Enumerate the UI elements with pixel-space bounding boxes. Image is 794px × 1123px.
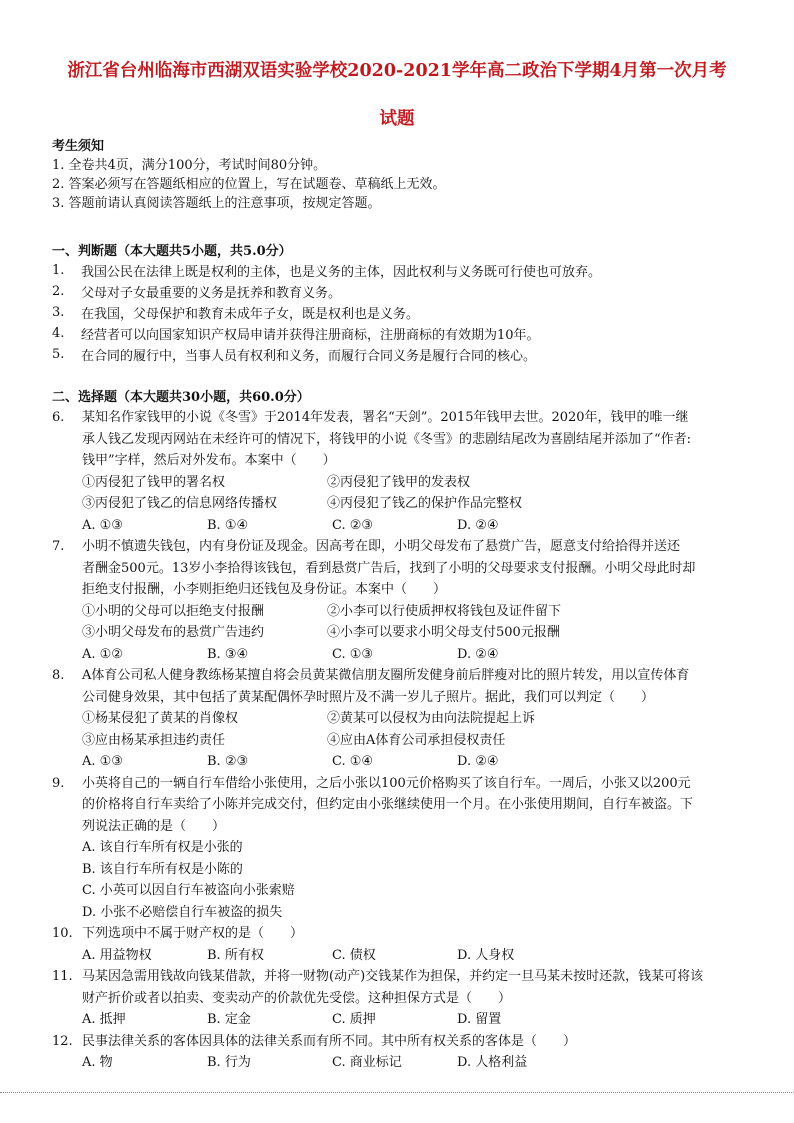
answer-option[interactable]: D. 留置: [457, 1012, 502, 1027]
question-item: [52, 323, 601, 344]
answer-option[interactable]: A. ①②: [82, 646, 123, 662]
statement: ②黄某可以侵权为由向法院提起上诉: [327, 711, 536, 726]
notice-item: 2. 答案必须写在答题纸相应的位置上，写在试题卷、草稿纸上无效。: [52, 177, 446, 192]
question-text-line: 拒绝支付报酬，小李则拒绝归还钱包及身份证。本案中（ ）: [82, 582, 447, 597]
exam-notice: [52, 137, 446, 213]
answer-option[interactable]: B. 定金: [207, 1012, 251, 1027]
answer-option[interactable]: A. 用益物权: [82, 947, 152, 963]
notice-item: 3. 答题前请认真阅读答题纸上的注意事项，按规定答题。: [52, 196, 381, 211]
choice-questions: [52, 407, 752, 1074]
answer-option[interactable]: C. 债权: [332, 947, 376, 963]
answer-option[interactable]: D. 人格利益: [457, 1055, 528, 1070]
statement: ④丙侵犯了钱乙的保护作品完整权: [327, 496, 523, 511]
question-text: 在我国，父母保护和教育未成年子女，既是权利也是义务。: [81, 307, 420, 322]
answer-option[interactable]: C. ①③: [332, 646, 374, 662]
question-12: [52, 1031, 752, 1074]
answer-option[interactable]: A. ①③: [82, 517, 123, 533]
question-text-line: 马某因急需用钱故向钱某借款，并将一财物(动产)交钱某作为担保，并约定一旦马某未按时还款，钱某可将该: [82, 969, 704, 984]
answer-option[interactable]: C. 质押: [332, 1012, 376, 1027]
answer-option[interactable]: C. ①④: [332, 754, 374, 769]
question-number: 3.: [52, 305, 65, 320]
question-text-line: 民事法律关系的客体因具体的法律关系而有所不同。其中所有权关系的客体是（ ）: [82, 1033, 577, 1049]
question-6: [52, 407, 752, 536]
answer-option[interactable]: A. ①③: [82, 754, 123, 769]
question-text-line: 的价格将自行车卖给了小陈并完成交付，但约定由小张继续使用一个月。在小张使用期间，自行车被盗。下: [82, 797, 694, 812]
answer-option[interactable]: D. ②④: [457, 646, 499, 662]
question-number: 5.: [52, 347, 65, 362]
question-8: [52, 665, 752, 773]
question-text-line: 小明不慎遗失钱包，内有身份证及现金。因高考在即，小明父母发布了悬赏广告，愿意支付给拾得并送还: [82, 539, 681, 554]
statement: ①丙侵犯了钱甲的署名权: [82, 474, 226, 490]
answer-option[interactable]: D. ②④: [457, 754, 499, 769]
question-item: [52, 281, 601, 302]
question-number: 8.: [52, 668, 65, 683]
statement: ②小李可以行使质押权将钱包及证件留下: [327, 603, 562, 619]
question-number: 4.: [52, 326, 65, 341]
question-number: 11.: [52, 969, 73, 984]
statement: ④小李可以要求小明父母支付500元报酬: [327, 625, 560, 640]
answer-option[interactable]: C. 商业标记: [332, 1055, 402, 1070]
page-title: 浙江省台州临海市西湖双语实验学校2020-2021学年高二政治下学期4月第一次月考: [67, 61, 727, 81]
notice-heading: 考生须知: [52, 139, 105, 154]
question-text-line: 者酬金500元。13岁小李拾得该钱包，看到悬赏广告后，找到了小明的父母要求支付报酬。小明父母此时却: [82, 560, 696, 576]
question-text: 经营者可以向国家知识产权局申请并获得注册商标，注册商标的有效期为10年。: [81, 328, 540, 343]
question-text-line: 某知名作家钱甲的小说《冬雪》于2014年发表，署名“天剑”。2015年钱甲去世。2020年，钱甲的唯一继: [82, 410, 689, 425]
page-title-line2: 试题: [379, 109, 415, 129]
question-text-line: A体育公司私人健身教练杨某擅自将会员黄某微信朋友圈所发健身前后胖瘦对比的照片转发，用以宣传体育: [82, 668, 690, 683]
question-7: [52, 536, 752, 665]
question-11: [52, 966, 752, 1031]
question-item: [52, 344, 601, 365]
section1-heading: 一、判断题（本大题共5小题，共5.0分）: [52, 244, 292, 259]
statement: ②丙侵犯了钱甲的发表权: [327, 474, 471, 490]
answer-option[interactable]: B. 该自行车所有权是小陈的: [82, 861, 243, 877]
question-number: 9.: [52, 775, 65, 791]
answer-option[interactable]: C. ②③: [332, 517, 374, 533]
answer-option[interactable]: A. 该自行车所有权是小张的: [82, 840, 243, 855]
question-text: 父母对子女最重要的义务是抚养和教育义务。: [81, 286, 342, 301]
question-text-line: 下列选项中不属于财产权的是（ ）: [82, 926, 304, 941]
question-text-line: 公司健身效果，其中包括了黄某配偶怀孕时照片及不满一岁儿子照片。据此，我们可以判定（ ）: [82, 689, 655, 705]
answer-option[interactable]: D. 人身权: [457, 947, 515, 963]
statement: ③应由杨某承担违约责任: [82, 732, 226, 748]
answer-option[interactable]: D. ②④: [457, 517, 499, 533]
question-text: 我国公民在法律上既是权利的主体，也是义务的主体，因此权利与义务既可行使也可放弃。: [81, 265, 602, 280]
answer-option[interactable]: B. 行为: [207, 1055, 251, 1070]
notice-item: 1. 全卷共4页，满分100分，考试时间80分钟。: [52, 158, 327, 173]
answer-option[interactable]: B. 所有权: [207, 947, 264, 963]
question-item: [52, 302, 601, 323]
statement: ③小明父母发布的悬赏广告违约: [82, 625, 265, 640]
answer-option[interactable]: B. ①④: [207, 517, 249, 533]
question-text-line: 小英将自己的一辆自行车借给小张使用，之后小张以100元价格购买了该自行车。一周后，小张又以200元: [82, 775, 691, 791]
question-text-line: 钱甲”字样，然后对外发布。本案中（ ）: [82, 453, 336, 468]
statement: ①杨某侵犯了黄某的肖像权: [82, 711, 239, 726]
answer-option[interactable]: C. 小英可以因自行车被盗向小张索赔: [82, 883, 295, 898]
question-text: 在合同的履行中，当事人员有权利和义务，而履行合同义务是履行合同的核心。: [81, 349, 537, 364]
question-text-line: 承人钱乙发现丙网站在未经许可的情况下，将钱甲的小说《冬雪》的悲剧结尾改为喜剧结尾并添加了“作者:: [82, 431, 692, 447]
answer-option[interactable]: B. ②③: [207, 754, 249, 769]
question-number: 7.: [52, 539, 65, 554]
judgement-questions: [52, 260, 601, 365]
question-number: 10.: [52, 926, 73, 941]
question-text-line: 财产折价或者以拍卖、变卖动产的价款优先受偿。这种担保方式是（ ）: [82, 990, 512, 1006]
question-number: 2.: [52, 284, 65, 299]
question-item: [52, 260, 601, 281]
statement: ③丙侵犯了钱乙的信息网络传播权: [82, 496, 278, 511]
question-number: 6.: [52, 410, 65, 425]
question-9: [52, 773, 752, 924]
answer-option[interactable]: B. ③④: [207, 646, 249, 662]
answer-option[interactable]: A. 抵押: [82, 1012, 126, 1027]
statement: ④应由A体育公司承担侵权责任: [327, 732, 506, 748]
question-number: 1.: [52, 263, 65, 278]
question-10: [52, 923, 752, 966]
answer-option[interactable]: D. 小张不必赔偿自行车被盗的损失: [82, 904, 283, 920]
section2-heading: 二、选择题（本大题共30小题，共60.0分）: [52, 390, 310, 405]
page-bottom-divider: [0, 1092, 794, 1093]
answer-option[interactable]: A. 物: [82, 1055, 113, 1070]
question-number: 12.: [52, 1033, 73, 1049]
question-text-line: 列说法正确的是（ ）: [82, 818, 226, 834]
statement: ①小明的父母可以拒绝支付报酬: [82, 603, 265, 619]
